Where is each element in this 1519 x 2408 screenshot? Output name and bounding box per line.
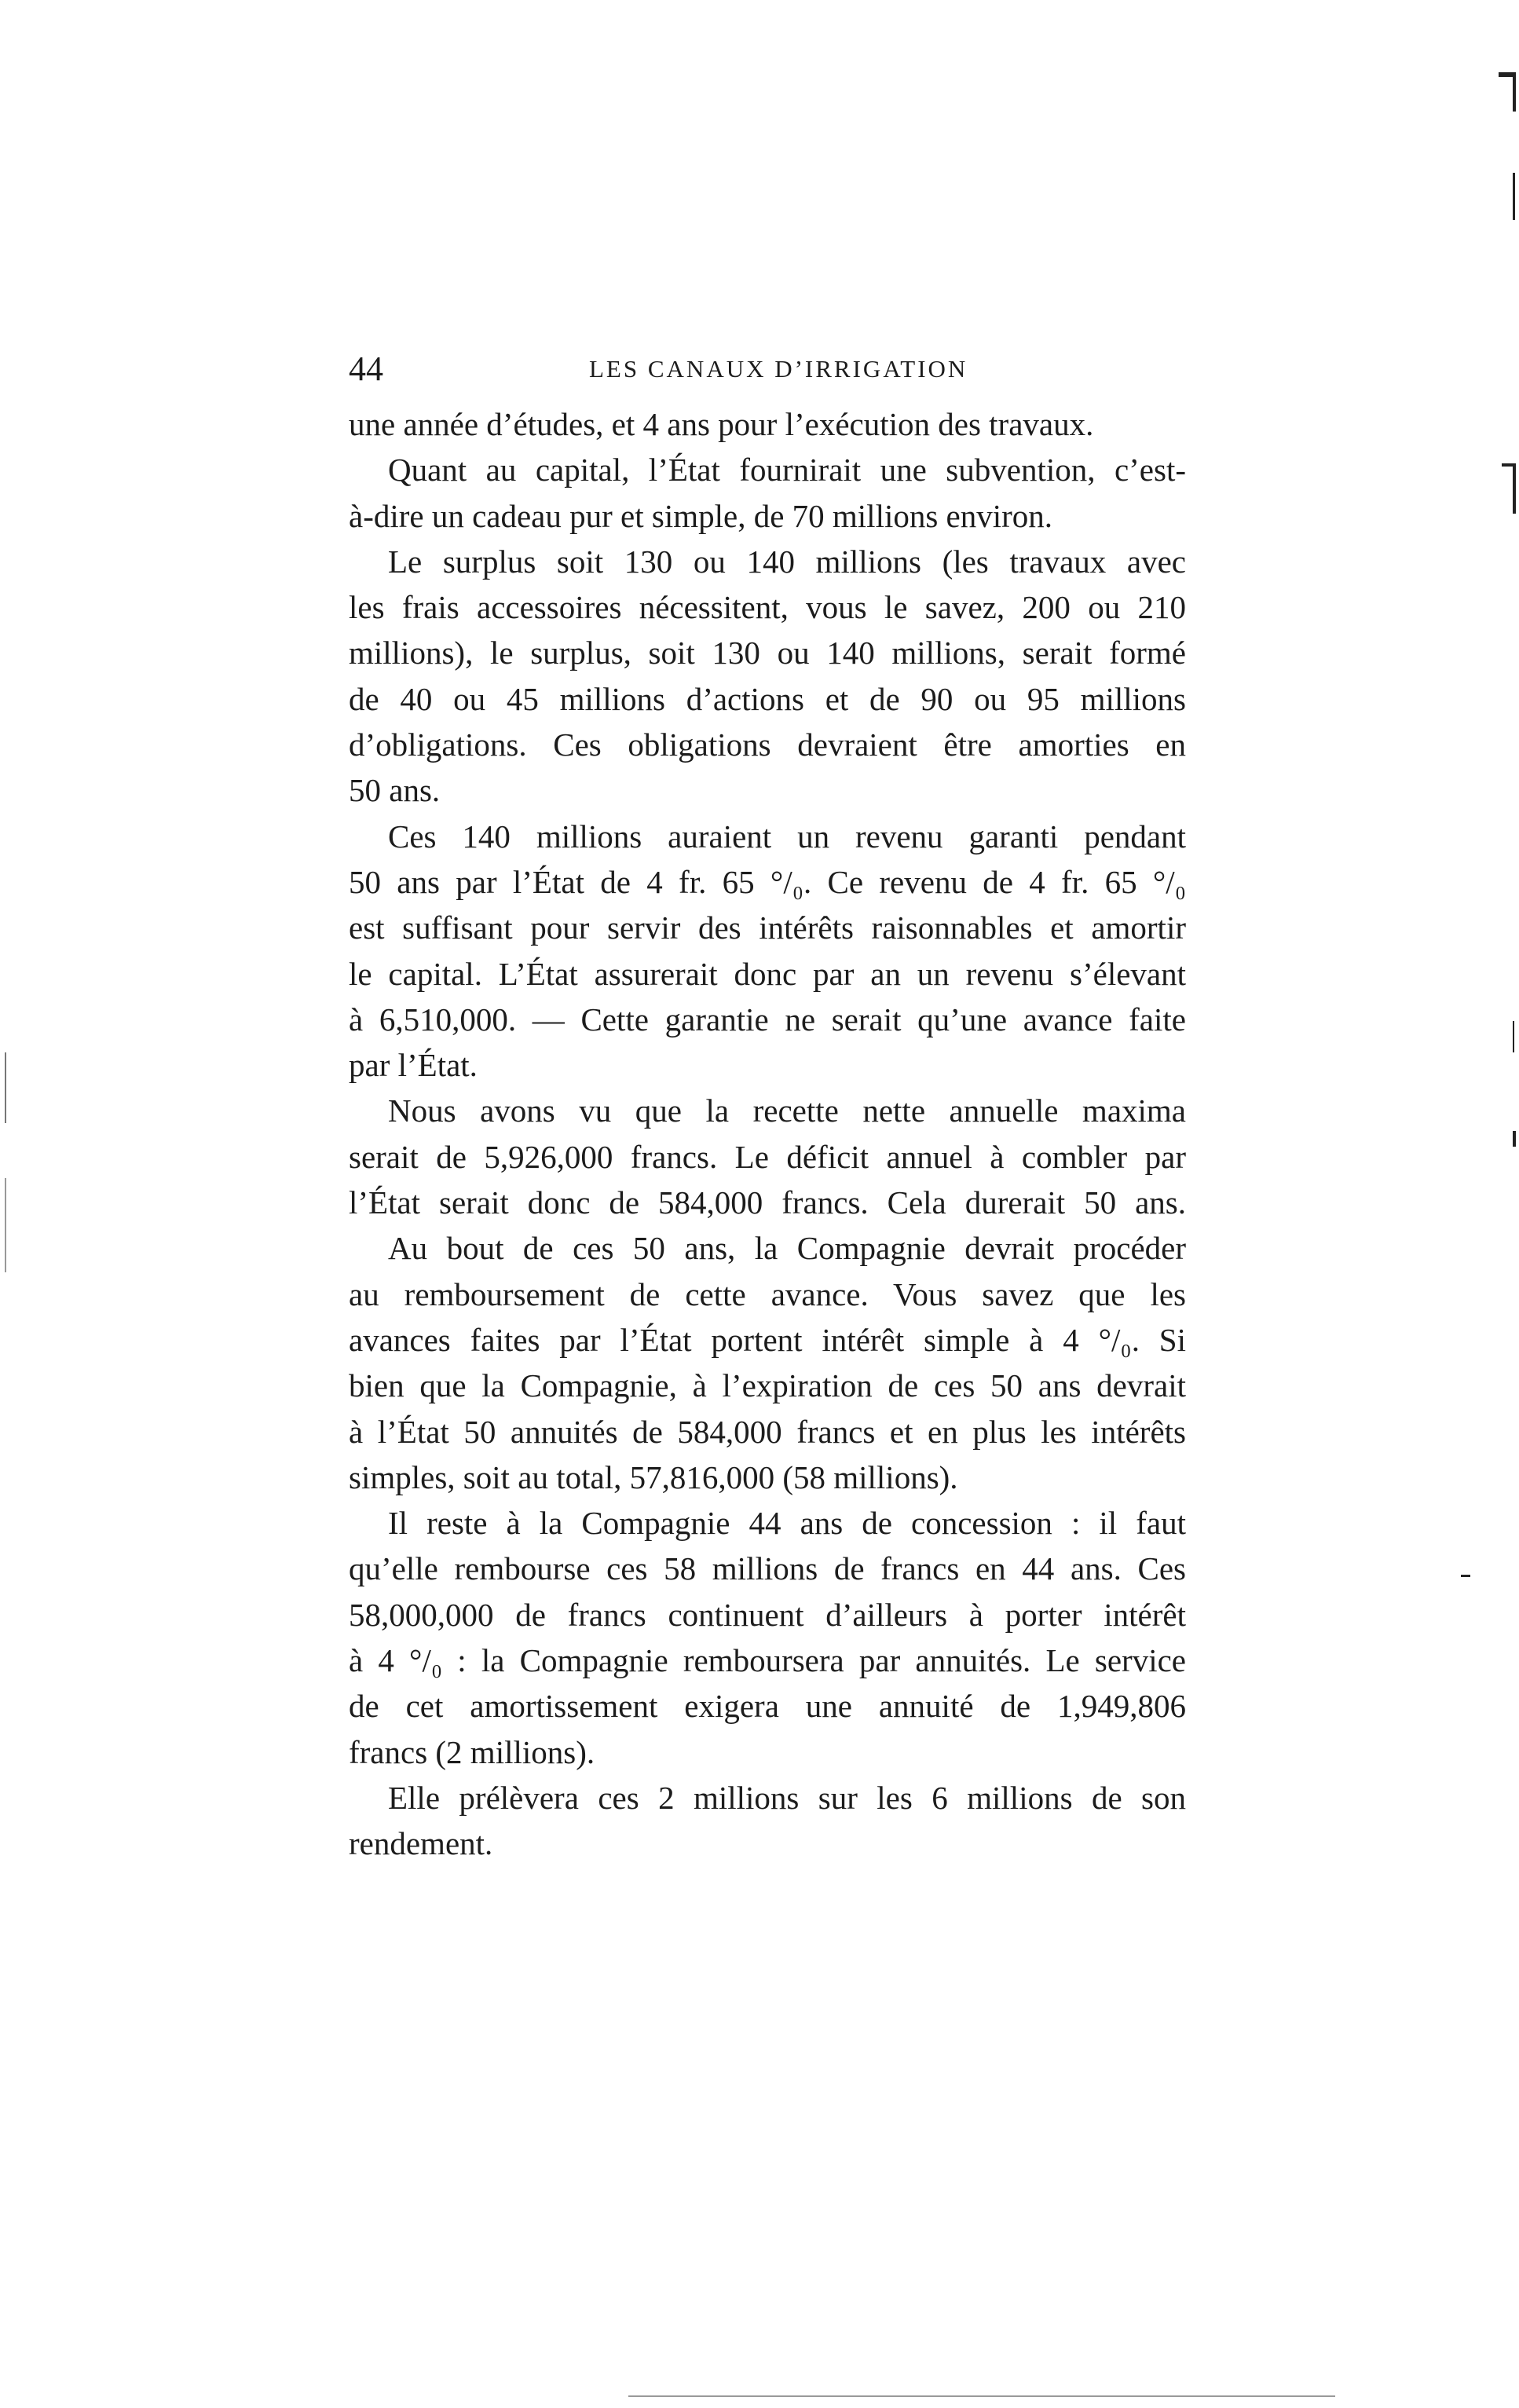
text-line: de 40 ou 45 millions d’actions et de 90 ou 95 millions xyxy=(349,680,1186,717)
running-head xyxy=(349,346,1197,393)
scan-edge-mark xyxy=(1513,467,1516,514)
text-line: Ces 140 millions auraient un revenu garanti pendant xyxy=(388,818,1186,855)
text-line: le capital. L’État assurerait donc par an un revenu s’élevant xyxy=(349,955,1186,992)
text-line: à 6,510,000. — Cette garantie ne serait qu’une avance faite xyxy=(349,1001,1186,1037)
scan-edge-mark xyxy=(1513,77,1516,112)
text-line: millions), le surplus, soit 130 ou 140 millions, serait formé xyxy=(349,635,1186,672)
paragraph-6 xyxy=(349,1225,1186,1500)
text-line: Il reste à la Compagnie 44 ans de concession : il faut xyxy=(388,1505,1186,1542)
text-line: Au bout de ces 50 ans, la Compagnie devrait procéder xyxy=(388,1230,1186,1267)
paragraph-4 xyxy=(349,814,1186,1089)
text-line: l’État serait donc de 584,000 francs. Cela durerait 50 ans. xyxy=(349,1184,1186,1221)
text-line: Elle prélèvera ces 2 millions sur les 6 millions de son xyxy=(388,1779,1186,1816)
running-title: LES CANAUX D’IRRIGATION xyxy=(589,355,968,382)
paragraph-7 xyxy=(349,1500,1186,1775)
text-line: à-dire un cadeau pur et simple, de 70 millions environ. xyxy=(349,497,1053,534)
text-line: est suffisant pour servir des intérêts raisonnables et amortir xyxy=(349,909,1186,946)
text-line: une année d’études, et 4 ans pour l’exécution des travaux. xyxy=(349,406,1094,442)
paragraph-5 xyxy=(349,1088,1186,1225)
text-line: Nous avons vu que la recette nette annuelle maxima xyxy=(388,1092,1186,1129)
text-line: simples, soit au total, 57,816,000 (58 millions). xyxy=(349,1458,958,1495)
scan-edge-mark xyxy=(1513,1021,1514,1052)
text-line: qu’elle rembourse ces 58 millions de francs en 44 ans. Ces xyxy=(349,1550,1186,1587)
text-line: bien que la Compagnie, à l’expiration de ces 50 ans devrait xyxy=(349,1367,1186,1404)
scan-edge-mark xyxy=(5,1178,6,1272)
paragraph-8 xyxy=(349,1775,1186,1867)
text-line: d’obligations. Ces obligations devraient être amorties en xyxy=(349,726,1186,763)
body-text xyxy=(349,401,1186,1867)
text-line: 50 ans. xyxy=(349,772,441,809)
text-line: avances faites par l’État portent intérêt simple à 4 °/₀. Si xyxy=(349,1321,1186,1358)
scan-edge-mark xyxy=(1513,173,1515,220)
footer-rule xyxy=(628,2395,1335,2397)
text-line: Le surplus soit 130 ou 140 millions (les travaux avec xyxy=(388,543,1186,580)
paragraph-1 xyxy=(349,401,1186,447)
text-line: à 4 °/₀ : la Compagnie remboursera par annuités. Le service xyxy=(349,1642,1186,1679)
paragraph-3 xyxy=(349,539,1186,814)
text-line: serait de 5,926,000 francs. Le déficit annuel à combler par xyxy=(349,1138,1186,1175)
text-line: les frais accessoires nécessitent, vous le savez, 200 ou 210 xyxy=(349,589,1186,626)
text-line: par l’État. xyxy=(349,1047,478,1084)
text-line: rendement. xyxy=(349,1825,493,1862)
page-number: 44 xyxy=(349,349,383,388)
scan-edge-mark xyxy=(5,1052,6,1123)
paragraph-2 xyxy=(349,447,1186,539)
text-line: francs (2 millions). xyxy=(349,1733,595,1770)
text-line: à l’État 50 annuités de 584,000 francs et en plus les intérêts xyxy=(349,1413,1186,1450)
text-line: au remboursement de cette avance. Vous savez que les xyxy=(349,1275,1186,1312)
text-line: de cet amortissement exigera une annuité de 1,949,806 xyxy=(349,1688,1186,1725)
scan-edge-mark xyxy=(1513,1131,1516,1147)
text-line: 58,000,000 de francs continuent d’ailleurs à porter intérêt xyxy=(349,1596,1186,1633)
text-line: Quant au capital, l’État fournirait une subvention, c’est- xyxy=(388,452,1186,489)
scan-edge-mark xyxy=(1461,1575,1470,1577)
text-line: 50 ans par l’État de 4 fr. 65 °/₀. Ce revenu de 4 fr. 65 °/₀ xyxy=(349,863,1186,900)
